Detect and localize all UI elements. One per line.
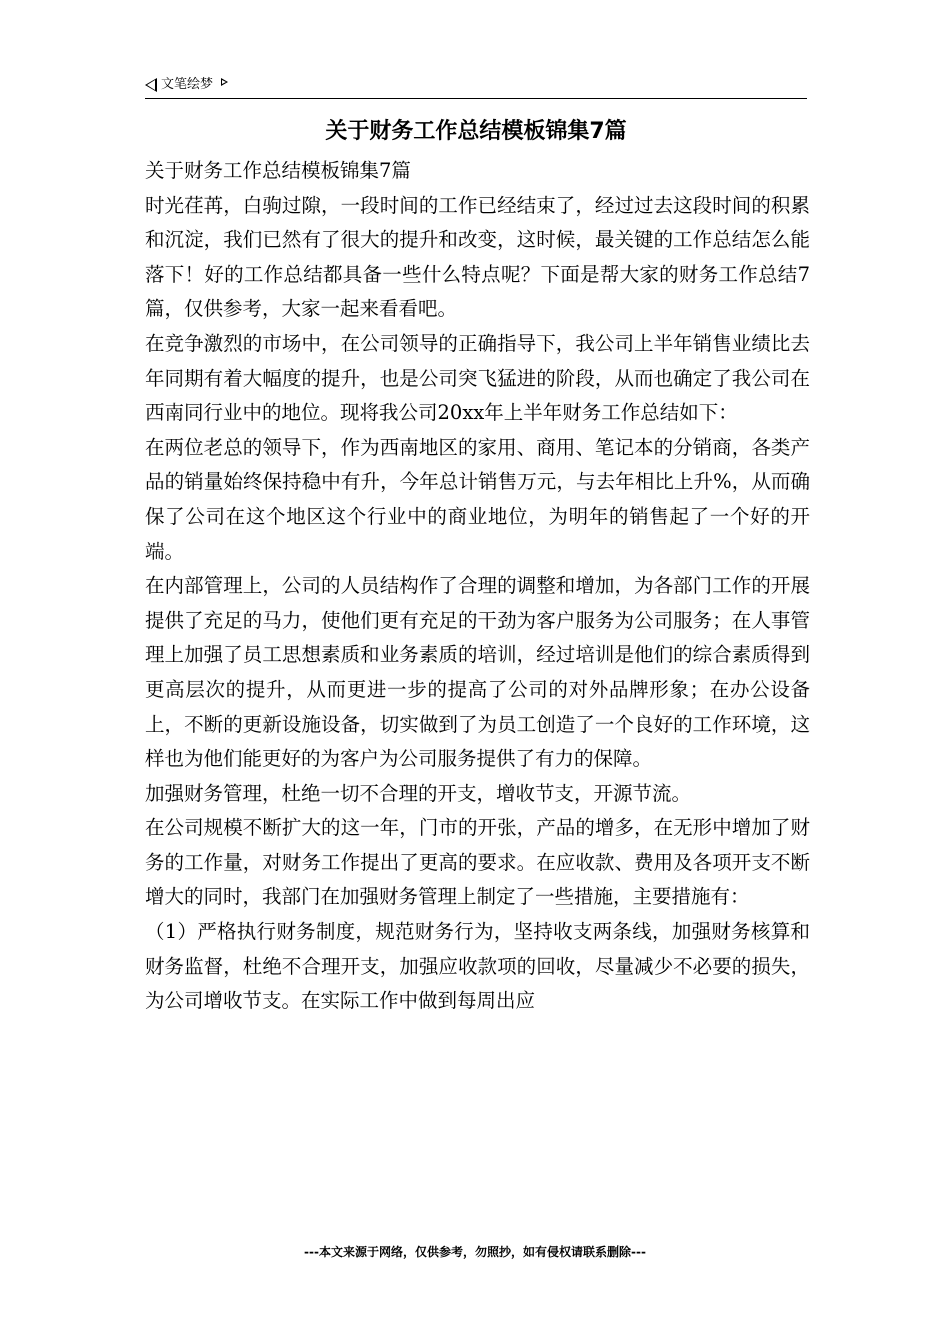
page-footer: ---本文来源于网络，仅供参考，勿照抄，如有侵权请联系删除--- (304, 1245, 646, 1259)
site-name: 文笔绘梦 (161, 77, 214, 92)
paragraph: 在两位老总的领导下，作为西南地区的家用、商用、笔记本的分销商，各类产品的销量始终保持稳中有升，今年总计销售万元，与去年相比上升%，从而确保了公司在这个地区这个行业中的商业地位，为明年的销售起了一个好的开端。 (145, 435, 810, 563)
paragraph: 在竞争激烈的市场中，在公司领导的正确指导下，我公司上半年销售业绩比去年同期有着大幅度的提升，也是公司突飞猛进的阶段，从而也确定了我公司在西南同行业中的地位。现将我公司20xx年上半年财务工作总结如下： (145, 331, 810, 425)
paragraph: 加强财务管理，杜绝一切不合理的开支，增收节支，开源节流。 (145, 781, 692, 805)
document-title: 关于财务工作总结模板锦集7篇 (325, 119, 627, 144)
paragraph: 关于财务工作总结模板锦集7篇 (145, 159, 411, 182)
page-header (145, 74, 807, 99)
paragraph: （1）严格执行财务制度，规范财务行为，坚持收支两条线，加强财务核算和财务监督，杜绝不合理开支，加强应收款项的回收，尽量减少不必要的损失，为公司增收节支。在实际工作中做到每周出应 (145, 920, 810, 1013)
paragraph: 时光荏苒，白驹过隙，一段时间的工作已经结束了，经过过去这段时间的积累和沉淀，我们已然有了很大的提升和改变，这时候，最关键的工作总结怎么能落下！好的工作总结都具备一些什么特点呢？下面是帮大家的财务工作总结7篇，仅供参考，大家一起来看看吧。 (145, 193, 810, 321)
paragraph: 在公司规模不断扩大的这一年，门市的开张，产品的增多，在无形中增加了财务的工作量，对财务工作提出了更高的要求。在应收款、费用及各项开支不断增大的同时，我部门在加强财务管理上制定了一些措施，主要措施有： (145, 816, 810, 909)
document-body (145, 154, 810, 1019)
triangle-left-icon (145, 78, 157, 92)
triangle-right-icon (221, 78, 228, 86)
paragraph: 在内部管理上，公司的人员结构作了合理的调整和增加，为各部门工作的开展提供了充足的马力，使他们更有充足的干劲为客户服务为公司服务；在人事管理上加强了员工思想素质和业务素质的培训，经过培训是他们的综合素质得到更高层次的提升，从而更进一步的提高了公司的对外品牌形象；在办公设备上，不断的更新设施设备，切实做到了为员工创造了一个良好的工作环境，这样也为他们能更好的为客户为公司服务提供了有力的保障。 (145, 574, 810, 771)
